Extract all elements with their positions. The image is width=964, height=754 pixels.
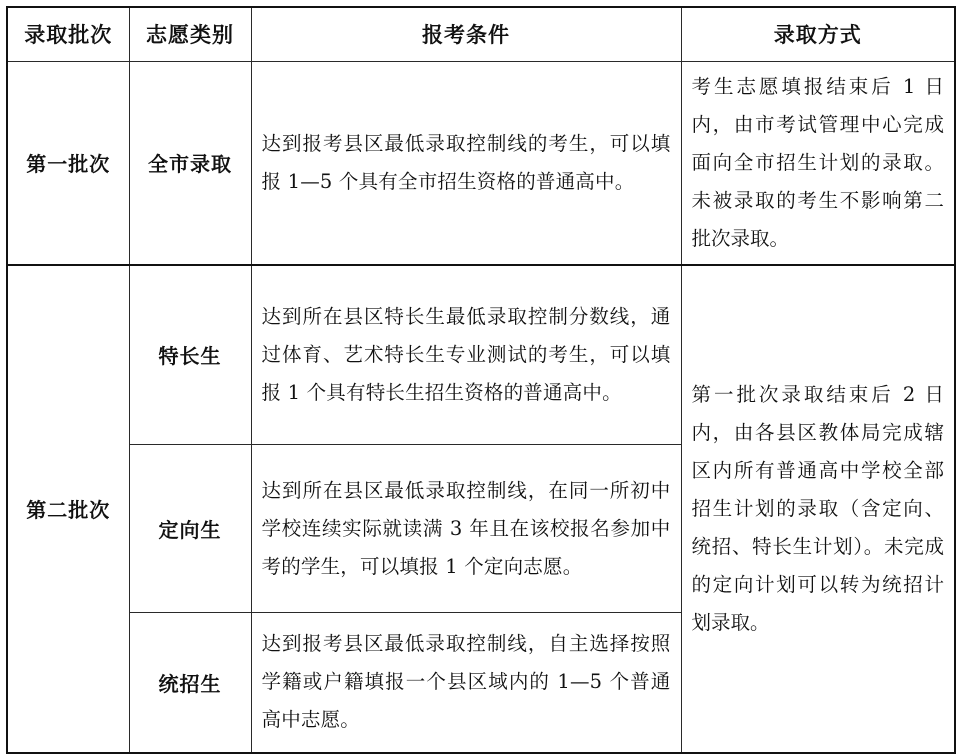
table-row <box>7 265 955 445</box>
cell-condition-special-talent: 达到所在县区特长生最低录取控制分数线，通过体育、艺术特长生专业测试的考生，可以填报 1 个具有特长生招生资格的普通高中。 <box>251 265 681 445</box>
table-header-row <box>7 7 955 61</box>
cell-condition-citywide: 达到报考县区最低录取控制线的考生，可以填报 1—5 个具有全市招生资格的普通高中。 <box>251 61 681 265</box>
column-header-batch: 录取批次 <box>7 7 129 61</box>
cell-batch-second: 第二批次 <box>7 265 129 753</box>
column-header-type: 志愿类别 <box>129 7 251 61</box>
cell-condition-directed: 达到所在县区最低录取控制线，在同一所初中学校连续实际就读满 3 年且在该校报名参加中考的学生，可以填报 1 个定向志愿。 <box>251 445 681 613</box>
cell-type-directed: 定向生 <box>129 445 251 613</box>
cell-mode-second-batch: 第一批次录取结束后 2 日内，由各县区教体局完成辖区内所有普通高中学校全部招生计划的录取（含定向、统招、特长生计划）。未完成的定向计划可以转为统招计划录取。 <box>681 265 955 753</box>
table-body <box>7 61 955 753</box>
cell-condition-unified: 达到报考县区最低录取控制线，自主选择按照学籍或户籍填报一个县区域内的 1—5 个普通高中志愿。 <box>251 613 681 753</box>
column-header-mode: 录取方式 <box>681 7 955 61</box>
column-header-condition: 报考条件 <box>251 7 681 61</box>
table-row <box>7 61 955 265</box>
cell-type-special-talent: 特长生 <box>129 265 251 445</box>
table-header <box>7 7 955 61</box>
cell-type-citywide: 全市录取 <box>129 61 251 265</box>
cell-batch-first: 第一批次 <box>7 61 129 265</box>
cell-type-unified: 统招生 <box>129 613 251 753</box>
admissions-table <box>6 6 956 754</box>
cell-mode-first-batch: 考生志愿填报结束后 1 日内，由市考试管理中心完成面向全市招生计划的录取。未被录取的考生不影响第二批次录取。 <box>681 61 955 265</box>
